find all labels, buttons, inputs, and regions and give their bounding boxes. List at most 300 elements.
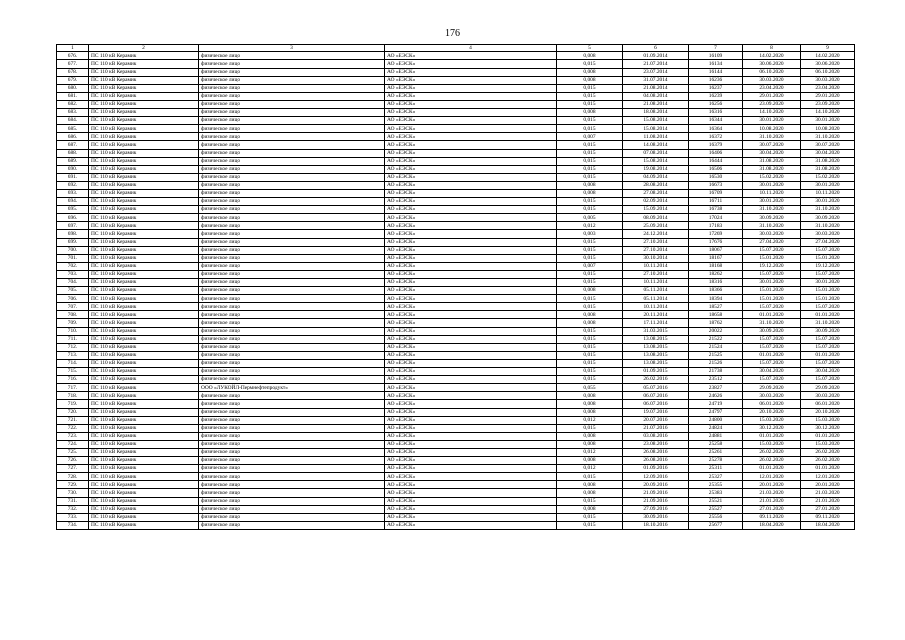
cell-actual-date: 01.01.2020 (801, 351, 855, 359)
cell-substation: ПС 110 кВ Керамик (89, 100, 199, 108)
cell-power: 0,015 (557, 368, 623, 376)
cell-contract-date: 15.08.2014 (623, 117, 689, 125)
cell-consumer: физическое лицо (199, 368, 385, 376)
cell-row-number: 687. (57, 141, 89, 149)
cell-actual-date: 15.01.2020 (801, 287, 855, 295)
cell-consumer: физическое лицо (199, 343, 385, 351)
cell-consumer: физическое лицо (199, 424, 385, 432)
cell-actual-date: 15.07.2020 (801, 246, 855, 254)
cell-actual-date: 14.02.2020 (801, 52, 855, 60)
cell-contract-number: 16372 (689, 133, 743, 141)
cell-row-number: 724. (57, 440, 89, 448)
cell-row-number: 716. (57, 376, 89, 384)
cell-substation: ПС 110 кВ Керамик (89, 319, 199, 327)
cell-row-number: 707. (57, 303, 89, 311)
cell-contract-date: 07.08.2014 (623, 149, 689, 157)
cell-consumer: физическое лицо (199, 432, 385, 440)
cell-row-number: 726. (57, 457, 89, 465)
cell-substation: ПС 110 кВ Керамик (89, 117, 199, 125)
cell-power: 0,015 (557, 521, 623, 529)
table-row (57, 109, 855, 117)
cell-power: 0,015 (557, 117, 623, 125)
cell-contract-date: 31.03.2015 (623, 327, 689, 335)
cell-actual-date: 10.08.2020 (801, 125, 855, 133)
cell-actual-date: 09.11.2020 (801, 513, 855, 521)
cell-actual-date: 15.07.2020 (801, 376, 855, 384)
cell-actual-date: 10.11.2020 (801, 189, 855, 197)
cell-contract-date: 24.12.2014 (623, 230, 689, 238)
cell-row-number: 699. (57, 238, 89, 246)
cell-deadline-date: 31.10.2020 (743, 206, 801, 214)
cell-power: 0,008 (557, 392, 623, 400)
cell-actual-date: 29.09.2020 (801, 384, 855, 392)
cell-row-number: 682. (57, 100, 89, 108)
cell-substation: ПС 110 кВ Керамик (89, 513, 199, 521)
cell-row-number: 729. (57, 481, 89, 489)
cell-power: 0,015 (557, 424, 623, 432)
cell-deadline-date: 19.12.2020 (743, 262, 801, 270)
cell-contract-date: 27.09.2016 (623, 505, 689, 513)
cell-substation: ПС 110 кВ Керамик (89, 60, 199, 68)
cell-substation: ПС 110 кВ Керамик (89, 165, 199, 173)
cell-consumer: физическое лицо (199, 68, 385, 76)
cell-grid-company: АО «ЕЭСК» (385, 505, 557, 513)
cell-actual-date: 31.10.2020 (801, 206, 855, 214)
cell-contract-number: 16236 (689, 76, 743, 84)
cell-contract-date: 31.07.2014 (623, 76, 689, 84)
cell-contract-number: 18366 (689, 287, 743, 295)
cell-consumer: физическое лицо (199, 214, 385, 222)
cell-power: 0,012 (557, 416, 623, 424)
table-row (57, 327, 855, 335)
cell-contract-date: 13.08.2015 (623, 343, 689, 351)
cell-row-number: 715. (57, 368, 89, 376)
cell-consumer: физическое лицо (199, 351, 385, 359)
cell-deadline-date: 30.09.2020 (743, 327, 801, 335)
cell-row-number: 685. (57, 125, 89, 133)
cell-deadline-date: 27.04.2020 (743, 238, 801, 246)
cell-consumer: физическое лицо (199, 109, 385, 117)
cell-substation: ПС 110 кВ Керамик (89, 52, 199, 60)
cell-power: 0,015 (557, 149, 623, 157)
cell-power: 0,008 (557, 505, 623, 513)
cell-grid-company: АО «ЕЭСК» (385, 149, 557, 157)
cell-actual-date: 30.01.2020 (801, 279, 855, 287)
cell-consumer: физическое лицо (199, 157, 385, 165)
cell-consumer: физическое лицо (199, 465, 385, 473)
cell-row-number: 691. (57, 173, 89, 181)
cell-substation: ПС 110 кВ Керамик (89, 384, 199, 392)
table-row (57, 84, 855, 92)
cell-power: 0,015 (557, 295, 623, 303)
cell-actual-date: 15.01.2020 (801, 295, 855, 303)
cell-power: 0,015 (557, 303, 623, 311)
cell-contract-number: 16530 (689, 173, 743, 181)
table-row (57, 173, 855, 181)
table-row (57, 262, 855, 270)
cell-row-number: 710. (57, 327, 89, 335)
cell-contract-date: 01.09.2016 (623, 465, 689, 473)
cell-substation: ПС 110 кВ Керамик (89, 505, 199, 513)
cell-consumer: физическое лицо (199, 262, 385, 270)
cell-actual-date: 30.07.2020 (801, 141, 855, 149)
cell-contract-date: 13.08.2015 (623, 351, 689, 359)
cell-contract-date: 28.08.2014 (623, 181, 689, 189)
cell-actual-date: 15.03.2020 (801, 416, 855, 424)
cell-consumer: физическое лицо (199, 481, 385, 489)
cell-power: 0,015 (557, 60, 623, 68)
cell-row-number: 697. (57, 222, 89, 230)
cell-consumer: физическое лицо (199, 279, 385, 287)
cell-substation: ПС 110 кВ Керамик (89, 262, 199, 270)
cell-substation: ПС 110 кВ Керамик (89, 109, 199, 117)
cell-grid-company: АО «ЕЭСК» (385, 473, 557, 481)
cell-contract-date: 26.08.2016 (623, 457, 689, 465)
table-row (57, 254, 855, 262)
cell-contract-number: 17676 (689, 238, 743, 246)
cell-deadline-date: 30.01.2020 (743, 117, 801, 125)
cell-deadline-date: 12.01.2020 (743, 473, 801, 481)
cell-contract-number: 24626 (689, 392, 743, 400)
cell-contract-number: 21525 (689, 351, 743, 359)
cell-substation: ПС 110 кВ Керамик (89, 440, 199, 448)
cell-row-number: 725. (57, 448, 89, 456)
cell-contract-number: 23512 (689, 376, 743, 384)
cell-grid-company: АО «ЕЭСК» (385, 327, 557, 335)
cell-power: 0,015 (557, 473, 623, 481)
cell-contract-number: 17024 (689, 214, 743, 222)
cell-contract-date: 02.09.2014 (623, 198, 689, 206)
cell-contract-number: 21738 (689, 368, 743, 376)
cell-contract-date: 21.09.2016 (623, 489, 689, 497)
cell-power: 0,008 (557, 408, 623, 416)
table-row (57, 351, 855, 359)
cell-substation: ПС 110 кВ Керамик (89, 238, 199, 246)
cell-contract-date: 23.08.2016 (623, 440, 689, 448)
cell-contract-number: 21526 (689, 359, 743, 367)
cell-contract-number: 16144 (689, 68, 743, 76)
cell-row-number: 698. (57, 230, 89, 238)
cell-power: 0,015 (557, 92, 623, 100)
cell-consumer: физическое лицо (199, 100, 385, 108)
cell-deadline-date: 15.01.2020 (743, 295, 801, 303)
cell-row-number: 728. (57, 473, 89, 481)
cell-contract-number: 16506 (689, 165, 743, 173)
cell-substation: ПС 110 кВ Керамик (89, 246, 199, 254)
cell-actual-date: 30.01.2020 (801, 198, 855, 206)
cell-actual-date: 30.03.2020 (801, 392, 855, 400)
table-row (57, 165, 855, 173)
cell-row-number: 730. (57, 489, 89, 497)
cell-substation: ПС 110 кВ Керамик (89, 359, 199, 367)
cell-deadline-date: 15.02.2020 (743, 173, 801, 181)
cell-consumer: физическое лицо (199, 400, 385, 408)
cell-consumer: физическое лицо (199, 76, 385, 84)
cell-substation: ПС 110 кВ Керамик (89, 92, 199, 100)
table-row (57, 125, 855, 133)
cell-contract-number: 18067 (689, 246, 743, 254)
cell-power: 0,003 (557, 230, 623, 238)
cell-substation: ПС 110 кВ Керамик (89, 408, 199, 416)
table-row (57, 424, 855, 432)
cell-grid-company: АО «ЕЭСК» (385, 60, 557, 68)
cell-consumer: физическое лицо (199, 254, 385, 262)
cell-deadline-date: 30.01.2020 (743, 279, 801, 287)
cell-grid-company: АО «ЕЭСК» (385, 109, 557, 117)
cell-consumer: физическое лицо (199, 376, 385, 384)
cell-substation: ПС 110 кВ Керамик (89, 133, 199, 141)
cell-deadline-date: 01.01.2020 (743, 311, 801, 319)
table-row (57, 481, 855, 489)
cell-deadline-date: 27.01.2020 (743, 505, 801, 513)
cell-consumer: физическое лицо (199, 149, 385, 157)
cell-contract-number: 16256 (689, 100, 743, 108)
cell-power: 0,008 (557, 432, 623, 440)
cell-contract-date: 20.09.2016 (623, 481, 689, 489)
cell-contract-date: 19.08.2014 (623, 165, 689, 173)
cell-power: 0,015 (557, 100, 623, 108)
table-row (57, 149, 855, 157)
cell-deadline-date: 18.04.2020 (743, 521, 801, 529)
cell-actual-date: 15.07.2020 (801, 343, 855, 351)
cell-contract-number: 18762 (689, 319, 743, 327)
cell-deadline-date: 31.08.2020 (743, 165, 801, 173)
cell-substation: ПС 110 кВ Керамик (89, 343, 199, 351)
cell-grid-company: АО «ЕЭСК» (385, 262, 557, 270)
cell-contract-number: 21522 (689, 335, 743, 343)
cell-contract-date: 30.09.2016 (623, 513, 689, 521)
cell-contract-number: 25327 (689, 473, 743, 481)
cell-grid-company: АО «ЕЭСК» (385, 76, 557, 84)
cell-contract-number: 20022 (689, 327, 743, 335)
cell-consumer: физическое лицо (199, 448, 385, 456)
cell-substation: ПС 110 кВ Керамик (89, 173, 199, 181)
cell-consumer: физическое лицо (199, 222, 385, 230)
cell-power: 0,012 (557, 465, 623, 473)
cell-row-number: 690. (57, 165, 89, 173)
cell-actual-date: 15.03.2020 (801, 440, 855, 448)
cell-actual-date: 26.02.2020 (801, 448, 855, 456)
cell-substation: ПС 110 кВ Керамик (89, 448, 199, 456)
cell-substation: ПС 110 кВ Керамик (89, 392, 199, 400)
cell-contract-date: 27.10.2014 (623, 238, 689, 246)
cell-actual-date: 14.10.2020 (801, 109, 855, 117)
cell-deadline-date: 15.07.2020 (743, 335, 801, 343)
cell-substation: ПС 110 кВ Керамик (89, 376, 199, 384)
cell-contract-date: 25.09.2014 (623, 222, 689, 230)
table-row (57, 465, 855, 473)
cell-deadline-date: 01.01.2020 (743, 432, 801, 440)
cell-substation: ПС 110 кВ Керамик (89, 335, 199, 343)
table-row (57, 141, 855, 149)
cell-consumer: ООО «ЛУКОЙЛ-Пермнефтепродукт» (199, 384, 385, 392)
cell-consumer: физическое лицо (199, 125, 385, 133)
cell-deadline-date: 30.09.2020 (743, 214, 801, 222)
cell-power: 0,008 (557, 311, 623, 319)
cell-substation: ПС 110 кВ Керамик (89, 214, 199, 222)
cell-deadline-date: 15.07.2020 (743, 359, 801, 367)
cell-power: 0,015 (557, 246, 623, 254)
cell-grid-company: АО «ЕЭСК» (385, 68, 557, 76)
column-header-2: 2 (89, 45, 199, 52)
table-row (57, 222, 855, 230)
cell-grid-company: АО «ЕЭСК» (385, 295, 557, 303)
cell-deadline-date: 15.07.2020 (743, 343, 801, 351)
cell-power: 0,008 (557, 68, 623, 76)
cell-power: 0,015 (557, 343, 623, 351)
cell-consumer: физическое лицо (199, 198, 385, 206)
cell-contract-number: 21524 (689, 343, 743, 351)
cell-deadline-date: 30.03.2020 (743, 230, 801, 238)
cell-consumer: физическое лицо (199, 416, 385, 424)
table-row (57, 448, 855, 456)
cell-contract-number: 24800 (689, 416, 743, 424)
cell-actual-date: 01.01.2020 (801, 432, 855, 440)
table-header-row (57, 45, 855, 52)
table-row (57, 60, 855, 68)
cell-actual-date: 20.01.2020 (801, 481, 855, 489)
table-row (57, 100, 855, 108)
cell-substation: ПС 110 кВ Керамик (89, 473, 199, 481)
cell-grid-company: АО «ЕЭСК» (385, 270, 557, 278)
table-row (57, 440, 855, 448)
cell-grid-company: АО «ЕЭСК» (385, 303, 557, 311)
cell-contract-date: 19.07.2016 (623, 408, 689, 416)
cell-power: 0,015 (557, 165, 623, 173)
cell-grid-company: АО «ЕЭСК» (385, 513, 557, 521)
cell-deadline-date: 30.01.2020 (743, 181, 801, 189)
cell-contract-number: 25311 (689, 465, 743, 473)
cell-actual-date: 30.01.2020 (801, 117, 855, 125)
cell-grid-company: АО «ЕЭСК» (385, 400, 557, 408)
cell-substation: ПС 110 кВ Керамик (89, 230, 199, 238)
cell-row-number: 692. (57, 181, 89, 189)
cell-contract-date: 27.08.2014 (623, 189, 689, 197)
cell-substation: ПС 110 кВ Керамик (89, 206, 199, 214)
cell-grid-company: АО «ЕЭСК» (385, 181, 557, 189)
cell-grid-company: АО «ЕЭСК» (385, 222, 557, 230)
cell-contract-number: 25258 (689, 440, 743, 448)
cell-consumer: физическое лицо (199, 246, 385, 254)
cell-substation: ПС 110 кВ Керамик (89, 287, 199, 295)
table-row (57, 473, 855, 481)
cell-deadline-date: 06.01.2020 (743, 400, 801, 408)
cell-contract-date: 21.08.2014 (623, 100, 689, 108)
table-row (57, 368, 855, 376)
cell-consumer: физическое лицо (199, 189, 385, 197)
cell-deadline-date: 23.04.2020 (743, 84, 801, 92)
table-row (57, 189, 855, 197)
cell-consumer: физическое лицо (199, 52, 385, 60)
table-row (57, 303, 855, 311)
cell-grid-company: АО «ЕЭСК» (385, 376, 557, 384)
cell-consumer: физическое лицо (199, 319, 385, 327)
cell-contract-date: 10.11.2014 (623, 279, 689, 287)
cell-contract-number: 25355 (689, 481, 743, 489)
cell-row-number: 693. (57, 189, 89, 197)
cell-consumer: физическое лицо (199, 489, 385, 497)
cell-grid-company: АО «ЕЭСК» (385, 279, 557, 287)
cell-row-number: 678. (57, 68, 89, 76)
cell-contract-date: 15.08.2014 (623, 157, 689, 165)
cell-consumer: физическое лицо (199, 84, 385, 92)
table-row (57, 198, 855, 206)
table-row (57, 505, 855, 513)
table-row (57, 206, 855, 214)
cell-deadline-date: 30.01.2020 (743, 198, 801, 206)
cell-power: 0,015 (557, 279, 623, 287)
cell-row-number: 683. (57, 109, 89, 117)
cell-contract-number: 16709 (689, 189, 743, 197)
connections-table (56, 44, 855, 530)
cell-power: 0,008 (557, 457, 623, 465)
cell-consumer: физическое лицо (199, 295, 385, 303)
cell-grid-company: АО «ЕЭСК» (385, 457, 557, 465)
cell-deadline-date: 06.10.2020 (743, 68, 801, 76)
cell-deadline-date: 26.02.2020 (743, 448, 801, 456)
table-row (57, 279, 855, 287)
table-row (57, 384, 855, 392)
cell-contract-date: 04.08.2014 (623, 92, 689, 100)
cell-power: 0,008 (557, 76, 623, 84)
cell-row-number: 700. (57, 246, 89, 254)
cell-actual-date: 31.08.2020 (801, 157, 855, 165)
cell-contract-number: 18316 (689, 279, 743, 287)
cell-grid-company: АО «ЕЭСК» (385, 335, 557, 343)
cell-contract-date: 20.07.2016 (623, 416, 689, 424)
cell-power: 0,015 (557, 327, 623, 335)
cell-deadline-date: 31.10.2020 (743, 133, 801, 141)
cell-row-number: 722. (57, 424, 89, 432)
cell-contract-number: 18262 (689, 270, 743, 278)
cell-actual-date: 21.03.2020 (801, 489, 855, 497)
column-header-3: 3 (199, 45, 385, 52)
cell-row-number: 717. (57, 384, 89, 392)
cell-row-number: 704. (57, 279, 89, 287)
cell-row-number: 714. (57, 359, 89, 367)
cell-contract-number: 17183 (689, 222, 743, 230)
cell-consumer: физическое лицо (199, 206, 385, 214)
cell-contract-number: 25278 (689, 457, 743, 465)
cell-actual-date: 15.07.2020 (801, 359, 855, 367)
cell-substation: ПС 110 кВ Керамик (89, 189, 199, 197)
cell-deadline-date: 20.10.2020 (743, 408, 801, 416)
cell-deadline-date: 10.11.2020 (743, 189, 801, 197)
cell-grid-company: АО «ЕЭСК» (385, 287, 557, 295)
cell-grid-company: АО «ЕЭСК» (385, 311, 557, 319)
cell-contract-date: 06.07.2016 (623, 400, 689, 408)
cell-grid-company: АО «ЕЭСК» (385, 238, 557, 246)
cell-power: 0,012 (557, 448, 623, 456)
cell-substation: ПС 110 кВ Керамик (89, 279, 199, 287)
cell-contract-number: 23827 (689, 384, 743, 392)
cell-deadline-date: 30.12.2020 (743, 424, 801, 432)
cell-row-number: 695. (57, 206, 89, 214)
cell-grid-company: АО «ЕЭСК» (385, 351, 557, 359)
table-row (57, 52, 855, 60)
cell-substation: ПС 110 кВ Керамик (89, 198, 199, 206)
cell-power: 0,015 (557, 198, 623, 206)
table-row (57, 295, 855, 303)
column-header-1: 1 (57, 45, 89, 52)
cell-substation: ПС 110 кВ Керамик (89, 68, 199, 76)
table-row (57, 521, 855, 529)
table-row (57, 489, 855, 497)
table-row (57, 117, 855, 125)
cell-grid-company: АО «ЕЭСК» (385, 521, 557, 529)
cell-contract-date: 15.09.2014 (623, 206, 689, 214)
cell-contract-date: 21.08.2014 (623, 84, 689, 92)
